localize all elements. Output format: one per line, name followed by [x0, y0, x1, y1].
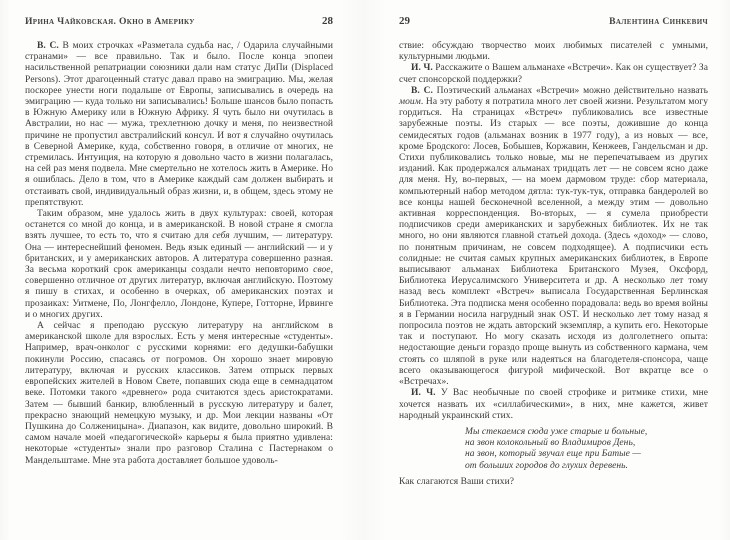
page-right	[399, 0, 708, 540]
speaker-label: В. С.	[37, 41, 59, 51]
body-text: У Вас необычные по своей строфике и ритмике стихи, мне хочется назвать их «силлабическими», в них, мне кажется, живет народный украинский стих.	[399, 388, 708, 421]
page-left	[25, 0, 333, 540]
body-text: , совершенно отличное от других литератур, включая английскую. Поэтому я пишу в стихах, и особенно в очерках, об американских поэтах и прозаиках: Уитмене, По, Лонгфелло, Лондоне, Купере, Готторне, Ирвинге и о многих других.	[25, 265, 333, 320]
emphasis-text: свое	[313, 265, 331, 276]
speaker-label: И. Ч.	[411, 63, 433, 74]
running-head-title: Ирина Чайковская. Окно в Америку	[25, 16, 195, 27]
running-head-author: Валентина Синкевич	[609, 16, 708, 27]
interview-question: Как слагаются Ваши стихи?	[399, 476, 514, 487]
body-text: Расскажите о Вашем альманахе «Встречи». Как он существует? За счет спонсорской поддержки?	[399, 63, 708, 85]
speaker-label: В. С.	[411, 85, 433, 96]
paragraph	[25, 41, 333, 209]
left-page-header	[25, 15, 333, 28]
speaker-label: И. Ч.	[411, 388, 436, 399]
verse-line: от больших городов до глухих деревень.	[465, 460, 628, 471]
body-text: Поэтический альманах «Встречи» можно действительно назвать	[432, 85, 708, 96]
paragraph	[25, 321, 333, 467]
verse-line: на звон колокольный во Владимиров День,	[465, 438, 636, 449]
body-text: ствие: обсуждаю творчество моих любимых писателей с умными, культурными людьми.	[399, 41, 708, 63]
body-text: Таким образом, мне удалось жить в двух культурах: своей, которая останется со мной до конца, и в американской. В новой стране я смогла взять лучшее, то есть то, что я считаю для	[25, 209, 333, 242]
paragraph	[399, 41, 708, 63]
paragraph	[399, 86, 708, 388]
right-page-body	[399, 41, 708, 488]
emphasis-text: моим	[399, 97, 421, 108]
emphasis-text: себя	[212, 231, 230, 242]
left-page-body	[25, 41, 333, 467]
paragraph	[399, 388, 708, 422]
verse-line: на звон, который звучал еще при Батые —	[465, 449, 641, 460]
body-text: лучшим, — литературу. Она — интереснейший феномен. Ведь язык единый — английский — и у британских, и у американских авторов. А литература совершенно разная. За весьма короткий срок американцы создали нечто неповторимо	[25, 231, 333, 276]
verse-line: Мы стекаемся сюда уже старые и больные,	[465, 426, 648, 437]
page-number-left: 28	[322, 15, 333, 27]
body-text: . На эту работу я потратила много лет своей жизни. Результатом могу гордиться. На страницах «Встреч» публиковались все известные зарубежные поэты. Из старых — все поэты, дожившие до конца семидесятых годов (альманах возник в 1977 году), а из новых — все, кроме Бродского: Лосев, Бобышев, Коржавин, Кенжеев, Гандельсман и др. Стихи публиковались только новые, мы не перепечатываем из других изданий. Как продержался альманах тридцать лет — не совсем ясно даже для меня. Ну, во-первых, — на моем дармовом труде: сбор материала, компьютерный набор методом дятла: тук-тук-тук, отправка бандеролей во все концы нашей бесконечной вселенной, а между этим — довольно активная корреспонденция. Во-вторых, — я сумела приобрести подписчиков среди американских и зарубежных библиотек. Их не так много, но они являются главной статьей дохода. (Здесь «доход» — слово, по понятным причинам, не совсем подходящее). А подписчики есть солидные: не считая самых крупных американских библиотек, в Европе выписывают альманах Библиотека Британского Музея, Оксфорд, Библиотека Иерусалимского Университета и др. А несколько лет тому назад весь комплект «Встреч» выписала Государственная Берлинская Библиотека. Эта подписка меня особенно порадовала: ведь во время войны я в Германии носила нагрудный знак OST. И несколько лет тому назад я попросила поэтов не ждать авторский экземпляр, а купить его. Некоторые так и поступают. Но могу сказать исходя из долголетнего опыта: недостающие деньги гораздо проще вынуть из собственного кармана, чем стоять со шляпой в руке или надеяться на благодетеля-спонсора, чаще всего оказывающегося фигурой мифической. Вот вкратце все о «Встречах».	[399, 97, 708, 388]
page-number-right: 29	[399, 15, 410, 27]
body-text: В моих строчках «Разметала судьба нас, / Одарила случайными странами» — все правильно. Так и было. После конца эпопеи насильственной репатриации союзники дали нам статус ДиПи (Displaced Persons). Этот драгоценный статус давал право на эмиграцию. Мы, желая поскорее унести ноги подальше от Европы, записывались в очередь на эмиграцию — куда только ни записывались! Больше шансов было попасть в Южную Америку или в Южную Африку. Я чуть было ни очутилась в Австралии, но нас — мужа, трехлетнюю дочку и меня, по неизвестной причине не пропустил австралийский консул. И вот я случайно очутилась в Северной Америке, куда, собственно говоря, в отличие от многих, не стремилась. Интуиция, на которую я довольно часто в жизни полагалась, на сей раз меня подвела. Мне смертельно не хотелось жить в Америке. Но я ошиблась. Дело в том, что в Америке каждый сам должен выбирать и отстаивать свой, индивидуальный образ жизни, и, в общем, здесь этому не препятствуют.	[25, 41, 333, 208]
verse-quote	[465, 427, 708, 472]
right-page-header	[399, 15, 708, 28]
paragraph	[399, 63, 708, 85]
body-text: А сейчас я преподаю русскую литературу на английском в американской школе для взрослых. Есть у меня интересные «студенты». Например, врач-онколог с русскими корнями: его дедушки-бабушки покинули Россию, спасаясь от погромов. Он хорошо знает мировую литературу, включая и русских классиков. Затем отпрыск первых европейских жителей в Новом Свете, попавших сюда еще в семнадцатом веке. Потомки такого «древнего» рода считаются здесь аристократами. Затем — бывший банкир, влюбленный в русскую литературу и балет, прекрасно знающий немецкую музыку, и др. Мои лекции названы «От Пушкина до Солженицына». Диапазон, как видите, довольно широкий. В самом начале моей «педагогической» карьеры я была приятно удивлена: некоторые «студенты» знали про разговор Сталина с Пастернаком о Мандельштаме. Мне эта работа доставляет большое удоволь-	[25, 321, 333, 466]
paragraph	[25, 209, 333, 321]
